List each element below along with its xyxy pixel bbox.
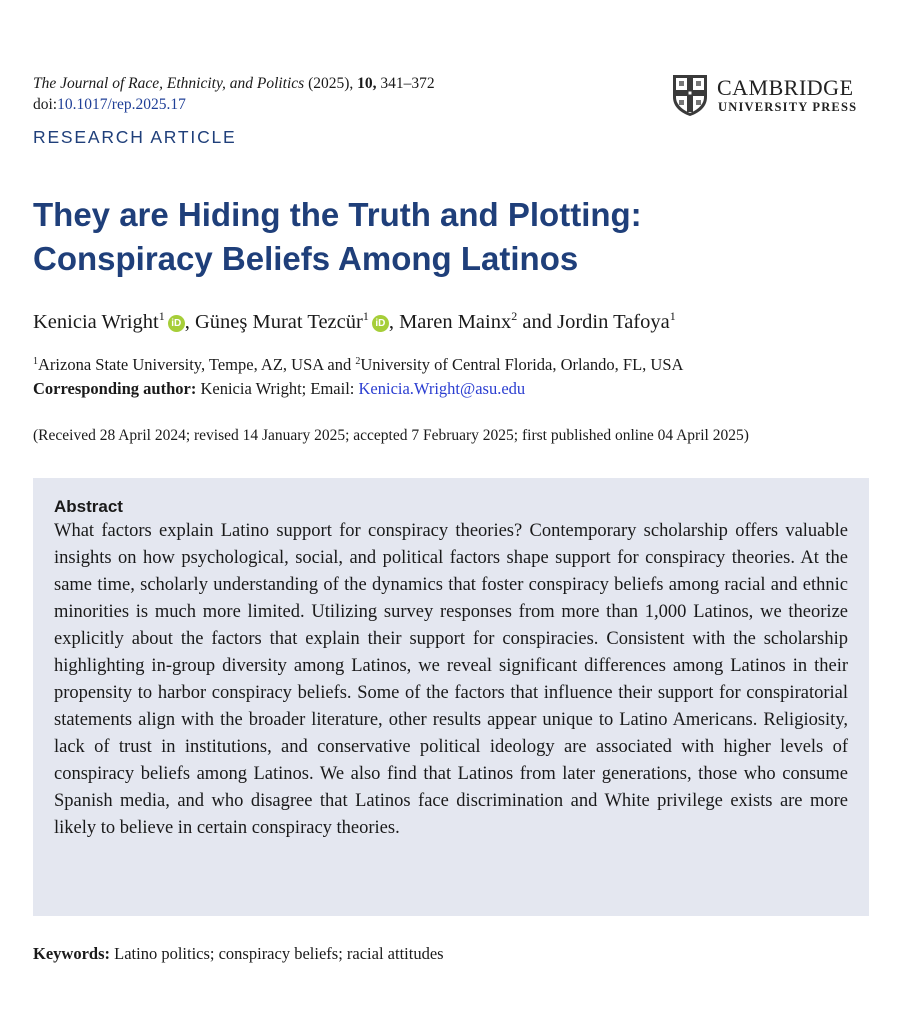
abstract-heading: Abstract — [54, 497, 123, 516]
author-affiliation-number: 2 — [511, 309, 518, 323]
abstract-box — [33, 478, 869, 916]
affiliations — [33, 354, 683, 376]
author-separator: and — [517, 311, 558, 333]
orcid-icon[interactable]: iD — [168, 315, 185, 332]
author-affiliation-number: 1 — [362, 309, 369, 323]
author-separator: , — [388, 311, 400, 333]
author-affiliation-number: 1 — [158, 309, 165, 323]
article-type-label: RESEARCH ARTICLE — [33, 127, 237, 147]
author-list — [33, 308, 676, 336]
corresponding-author-text: Kenicia Wright; Email: — [196, 379, 359, 398]
doi-link[interactable]: 10.1017/rep.2025.17 — [57, 96, 186, 113]
article-title — [33, 193, 873, 281]
author-name[interactable]: Kenicia Wright — [33, 311, 159, 333]
author-name[interactable]: Güneş Murat Tezcür — [195, 311, 363, 333]
publisher-logo — [671, 73, 871, 117]
corresponding-author-label: Corresponding author: — [33, 379, 197, 398]
journal-citation — [33, 73, 435, 115]
journal-title: The Journal of Race, Ethnicity, and Politics — [33, 75, 305, 92]
article-title-line-1: They are Hiding the Truth and Plotting: — [33, 196, 642, 233]
publication-dates: (Received 28 April 2024; revised 14 January 2025; accepted 7 February 2025; first published online 04 April 2025) — [33, 427, 749, 444]
publisher-subname: UNIVERSITY PRESS — [718, 100, 858, 114]
journal-volume: 10, — [357, 75, 377, 92]
affiliation-text: Arizona State University, Tempe, AZ, USA and — [38, 355, 356, 374]
keywords-label: Keywords: — [33, 944, 110, 963]
affiliation-number: 1 — [33, 356, 38, 367]
doi-prefix: doi: — [33, 96, 58, 113]
keywords-text: Latino politics; conspiracy beliefs; racial attitudes — [110, 944, 444, 963]
author-separator: , — [184, 311, 195, 333]
article-title-line-2: Conspiracy Beliefs Among Latinos — [33, 240, 579, 277]
orcid-icon[interactable]: iD — [372, 315, 389, 332]
journal-pages: 341–372 — [380, 75, 435, 92]
publisher-name: CAMBRIDGE — [717, 75, 854, 100]
abstract-text: What factors explain Latino support for conspiracy theories? Contemporary scholarship offers valuable insights on how psychological, social, and political factors shape support for conspiracy theories. At the same time, scholarly understanding of the dynamics that foster conspiracy beliefs among racial and ethnic minorities is much more limited. Utilizing survey responses from more than 1,000 Latinos, we theorize explicitly about the factors that explain their support for conspiracies. Consistent with the scholarship highlighting in-group diversity among Latinos, we reveal significant differences among Latinos in their propensity to harbor conspiracy beliefs. Some of the factors that influence their support for conspiratorial statements align with the broader literature, other results appear unique to Latino Americans. Religiosity, lack of trust in institutions, and conservative political ideology are associated with higher levels of conspiracy beliefs among Latinos. We also find that Latinos from later generations, those who consume Spanish media, and who disagree that Latinos face discrimination and White privilege exists are more likely to believe in certain conspiracy theories. — [54, 521, 848, 838]
affiliation-text: University of Central Florida, Orlando, FL, USA — [360, 355, 684, 374]
corresponding-author — [33, 378, 525, 400]
journal-year: (2025), — [308, 75, 354, 92]
author-affiliation-number: 1 — [669, 309, 676, 323]
cambridge-crest-icon — [671, 73, 709, 117]
author-name[interactable]: Maren Mainx — [399, 311, 512, 333]
email-link[interactable]: Kenicia.Wright@asu.edu — [358, 379, 526, 398]
affiliation-number: 2 — [355, 356, 361, 367]
author-name[interactable]: Jordin Tafoya — [557, 311, 670, 333]
keywords — [33, 943, 444, 965]
